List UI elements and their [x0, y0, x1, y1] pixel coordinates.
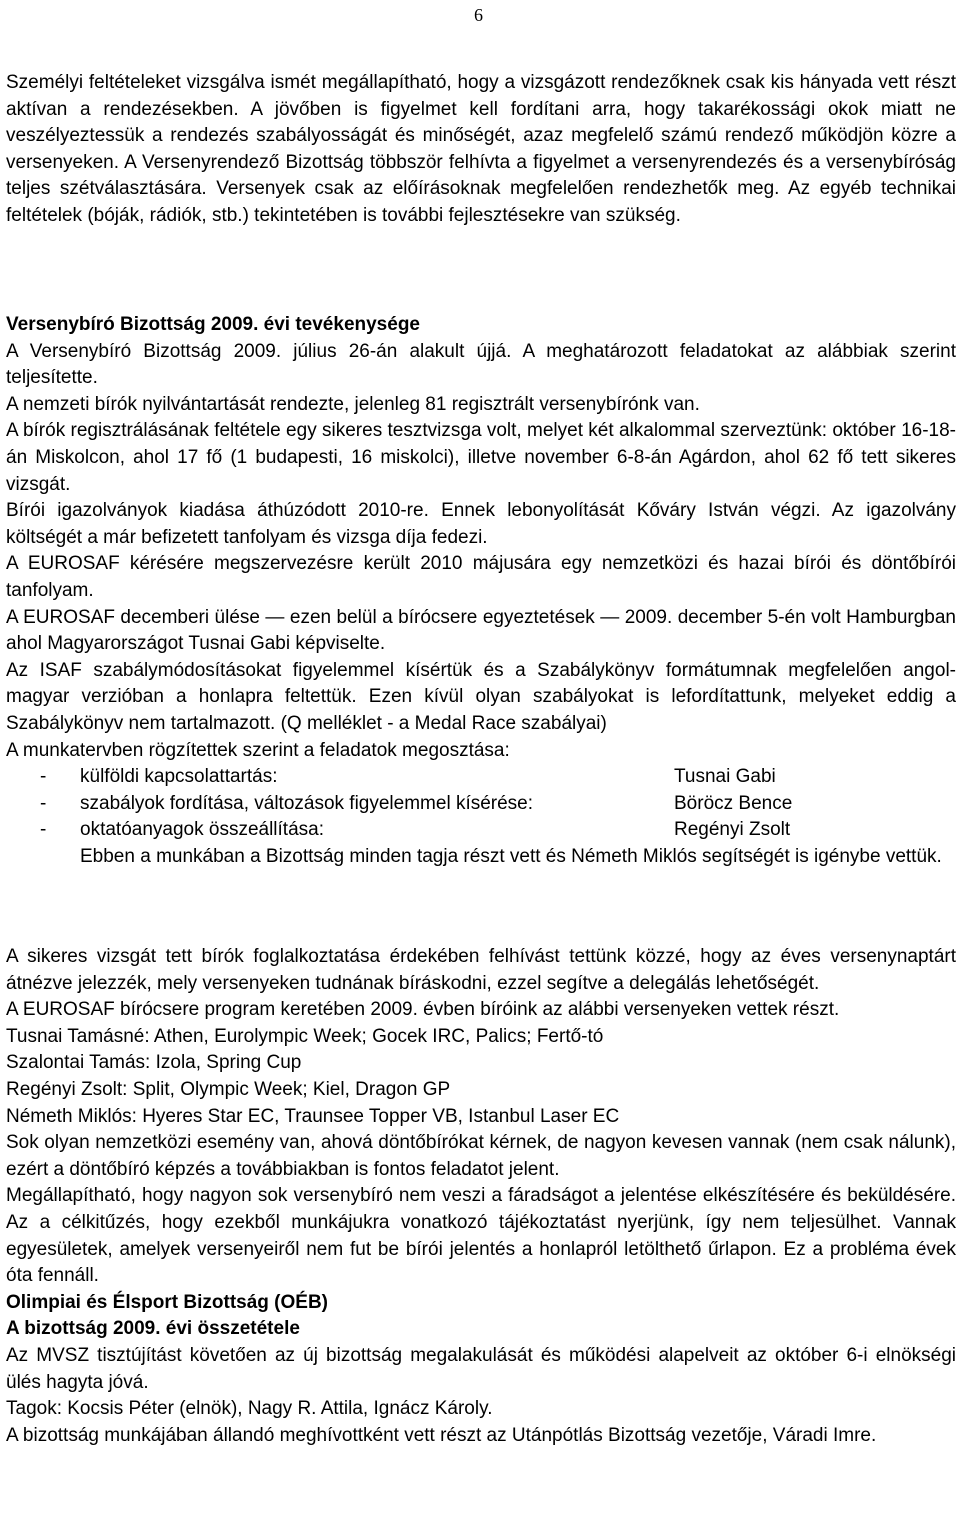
paragraph: Az ISAF szabálymódosításokat figyelemmel kísértük és a Szabálykönyv formátumnak megfelelően angol-magyar verzióban a honlapra feltettük. Ezen kívül olyan szabályokat is lefordítattunk, melyeket eddig a Szabálykönyv nem tartalmazott. (Q melléklet - a Medal Race szabályai)	[6, 659, 956, 734]
task-note: Ebben a munkában a Bizottság minden tagja részt vett és Németh Miklós segítségét is igénybe vettük.	[80, 845, 942, 867]
paragraph: A sikeres vizsgát tett bírók foglalkoztatása érdekében felhívást tettünk közzé, hogy az éves versenynaptárt átnézve jelezzék, mely versenyeken tudnának bíráskodni, ezzel segítve a delegálás lehetőségét.	[6, 946, 956, 994]
list-dash: -	[40, 792, 47, 814]
section-heading: Olimpiai és Élsport Bizottság (OÉB)	[6, 1291, 328, 1313]
task-person: Tusnai Gabi	[674, 766, 776, 788]
section-continuation	[6, 944, 956, 1449]
task-label: szabályok fordítása, változások figyelemmel kísérése:	[80, 792, 534, 814]
paragraph: Tagok: Kocsis Péter (elnök), Nagy R. Attila, Ignácz Károly.	[6, 1398, 493, 1420]
task-list-item	[6, 764, 956, 791]
intro-section	[6, 70, 956, 230]
task-label: külföldi kapcsolattartás:	[80, 766, 278, 788]
paragraph: A bizottság munkájában állandó meghívottként vett részt az Utánpótlás Bizottság vezetője, Váradi Imre.	[6, 1424, 877, 1446]
paragraph: A EUROSAF bírócsere program keretében 2009. évben bíróink az alábbi versenyeken vettek részt.	[6, 999, 840, 1021]
paragraph: Megállapítható, hogy nagyon sok versenybíró nem veszi a fáradságot a jelentése elkészítésére és beküldésére. Az a célkitűzés, hogy ezekből munkájukra vonatkozó tájékoztatást nyerjünk, így nem teljesülhet. Vannak egyesületek, amelyek versenyeiről nem fut be bírói jelentés a honlapról letölthető űrlapon. Ez a probléma évek óta fennáll.	[6, 1185, 956, 1287]
paragraph: A EUROSAF kérésére megszervezésre került 2010 májusára egy nemzetközi és hazai bírói és döntőbírói tanfolyam.	[6, 553, 956, 601]
section-versenybiro	[6, 312, 956, 870]
paragraph: Regényi Zsolt: Split, Olympic Week; Kiel, Dragon GP	[6, 1078, 451, 1100]
list-dash: -	[40, 766, 47, 788]
paragraph: A EUROSAF decemberi ülése — ezen belül a bírócsere egyeztetések — 2009. december 5-én volt Hamburgban ahol Magyarországot Tusnai Gabi képviselte.	[6, 606, 956, 655]
paragraph: A Versenybíró Bizottság 2009. július 26-án alakult újjá. A meghatározott feladatokat az alábbiak szerint teljesítette.	[6, 340, 956, 389]
intro-paragraph: Személyi feltételeket vizsgálva ismét megállapítható, hogy a vizsgázott rendezőknek csak kis hányada vett részt aktívan a rendezésekben. A jövőben is figyelmet kell fordítani arra, hogy takarékossági okok miatt ne veszélyeztessük a rendezés szabályosságát és minőségét, azaz megfelelő számú rendező működjön közre a versenyeken. A Versenyrendező Bizottság többször felhívta a figyelmet a versenyrendezés és a versenybíróság teljes szétválasztására. Versenyek csak az előírásoknak megfelelően rendezhetők meg. Az egyéb technikai feltételek (bóják, rádiók, stb.) tekintetében is további fejlesztésekre van szükség.	[6, 72, 956, 226]
task-list-item	[6, 791, 956, 818]
paragraph: Az MVSZ tisztújítást követően az új bizottság megalakulását és működési alapelveit az október 6-i elnökségi ülés hagyta jóvá.	[6, 1344, 956, 1393]
list-dash: -	[40, 819, 47, 841]
paragraph: Szalontai Tamás: Izola, Spring Cup	[6, 1052, 302, 1074]
section-subheading: A bizottság 2009. évi összetétele	[6, 1318, 300, 1340]
page-number: 6	[474, 5, 483, 25]
paragraph: Bírói igazolványok kiadása áthúzódott 2010-re. Ennek lebonyolítását Kőváry István végzi. Az igazolvány költségét a már befizetett tanfolyam és vizsga díja fedezi.	[6, 500, 956, 548]
paragraph: A nemzeti bírók nyilvántartását rendezte, jelenleg 81 regisztrált versenybírónk van.	[6, 393, 700, 415]
paragraph: Németh Miklós: Hyeres Star EC, Traunsee Topper VB, Istanbul Laser EC	[6, 1105, 620, 1127]
paragraph: Tusnai Tamásné: Athen, Eurolympic Week; Gocek IRC, Palics; Fertő-tó	[6, 1025, 604, 1047]
task-person: Regényi Zsolt	[674, 819, 791, 841]
task-list-item	[6, 817, 956, 844]
paragraph: Sok olyan nemzetközi esemény van, ahová döntőbírókat kérnek, de nagyon kevesen vannak (nem csak nálunk), ezért a döntőbíró képzés a továbbiakban is fontos feladatot jelent.	[6, 1132, 956, 1180]
task-person: Böröcz Bence	[674, 792, 793, 814]
task-label: oktatóanyagok összeállítása:	[80, 819, 324, 841]
paragraph: A bírók regisztrálásának feltétele egy sikeres tesztvizsga volt, melyet két alkalommal szerveztünk: október 16-18-án Miskolcon, ahol 17 fő (1 budapesti, 16 miskolci), illetve november 6-8-án Agárdon, ahol 62 fő tett sikeres vizsgát.	[6, 420, 956, 495]
section-heading: Versenybíró Bizottság 2009. évi tevékenysége	[6, 314, 420, 335]
paragraph: A munkatervben rögzítettek szerint a feladatok megosztása:	[6, 739, 510, 761]
